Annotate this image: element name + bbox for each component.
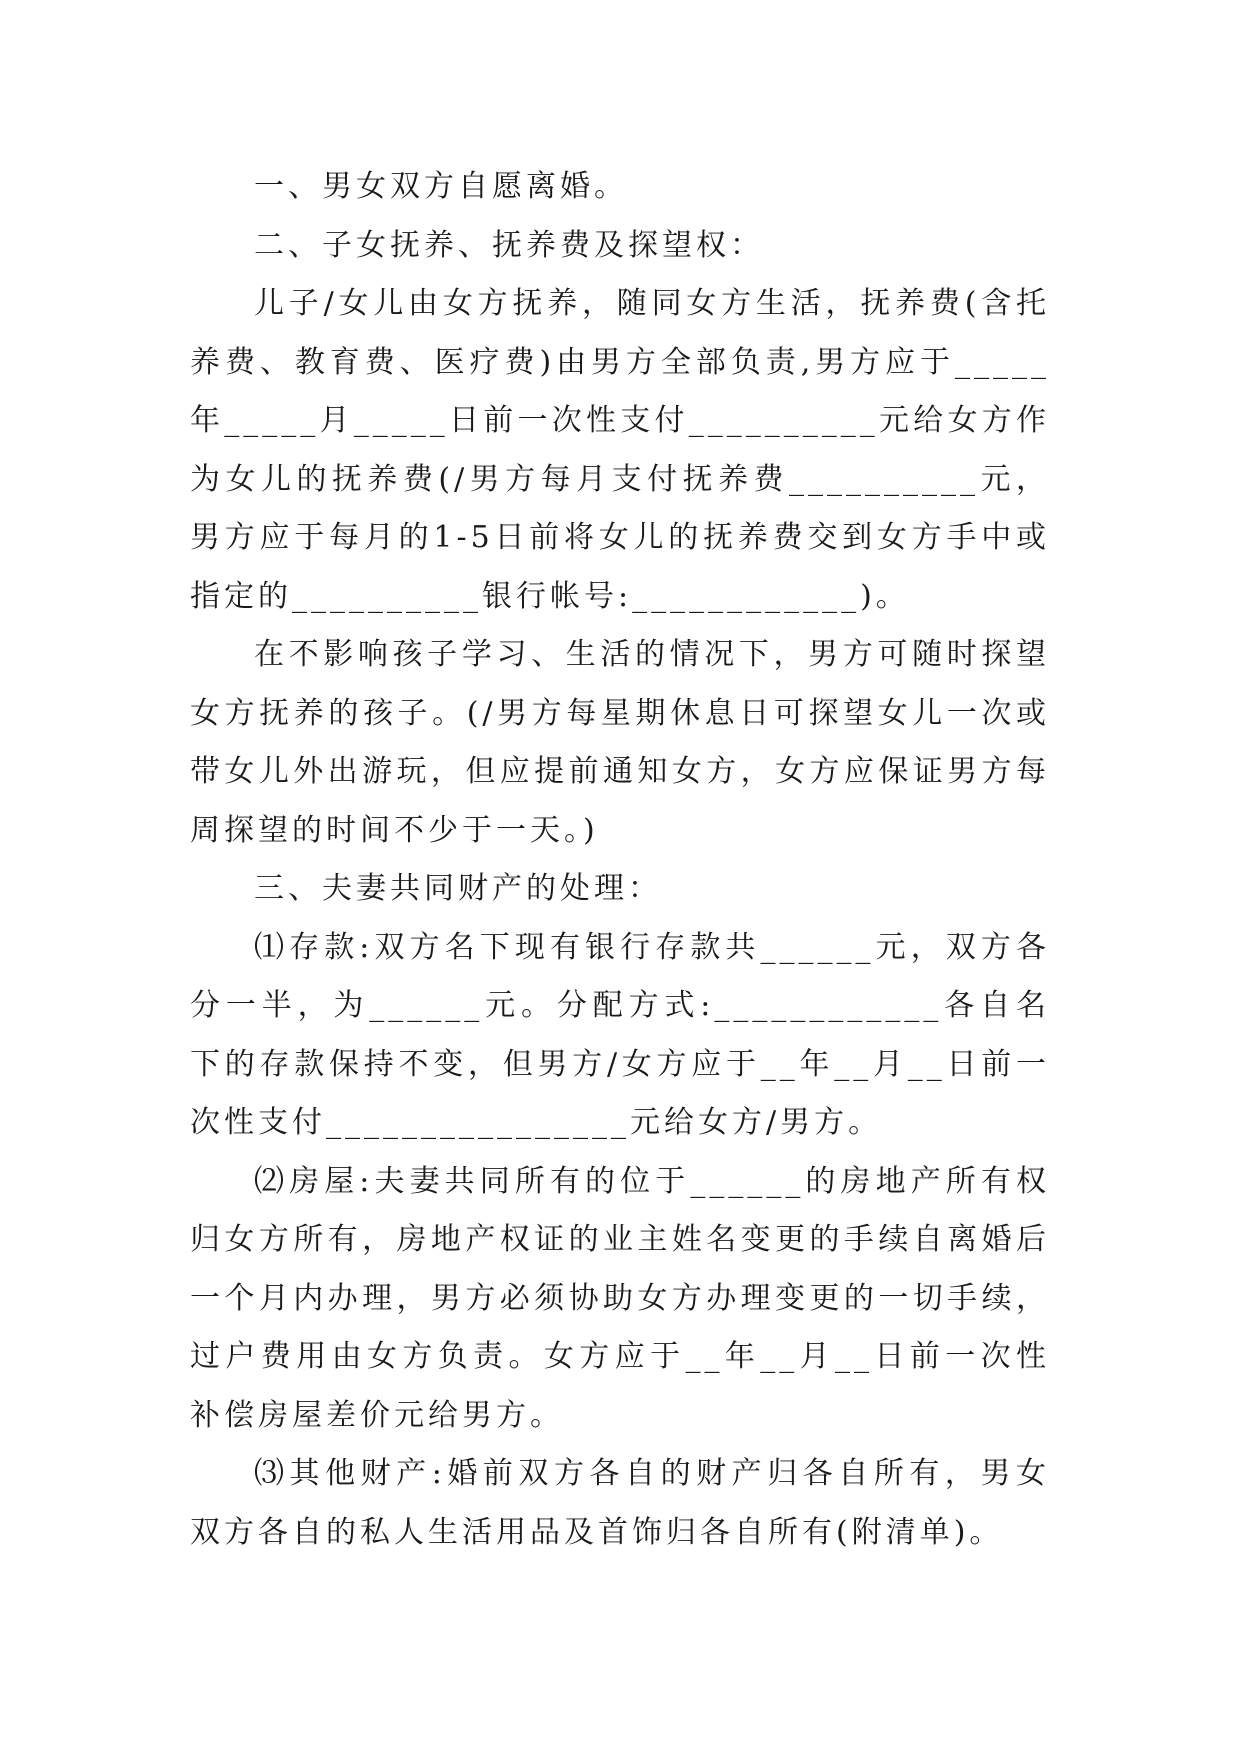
house-paragraph: ⑵房屋:夫妻共同所有的位于______的房地产所有权归女方所有，房地产权证的业主姓名变更的手续自离婚后一个月内办理，男方必须协助女方办理变更的一切手续，过户费用由女方负责。女方应于__年__月__日前一次性补偿房屋差价元给男方。 [190,1163,1050,1433]
clause-2-heading: 二、子女抚养、抚养费及探望权： [254,227,764,263]
clause-1-heading: 一、男女双方自愿离婚。 [254,169,628,204]
clause-3-heading: 三、夫妻共同财产的处理： [254,871,662,906]
document-body [190,158,1050,1562]
visitation-paragraph: 在不影响孩子学习、生活的情况下，男方可随时探望女方抚养的孩子。(/男方每星期休息日可探望女儿一次或带女儿外出游玩，但应提前通知女方，女方应保证男方每周探望的时间不少于一天。) [190,637,1050,848]
other-property-paragraph: ⑶其他财产:婚前双方各自的财产归各自所有，男女双方各自的私人生活用品及首饰归各自所有(附清单)。 [190,1456,1050,1550]
deposits-paragraph: ⑴存款:双方名下现有银行存款共______元，双方各分一半，为______元。分配方式:____________各自名下的存款保持不变，但男方/女方应于__年__月__日前一次性支付________________元给女方/男方。 [190,929,1050,1140]
child-support-paragraph: 儿子/女儿由女方抚养，随同女方生活，抚养费(含托养费、教育费、医疗费)由男方全部负责,男方应于_____年_____月_____日前一次性支付__________元给女方作为女儿的抚养费(/男方每月支付抚养费__________元，男方应于每月的1-5日前将女儿的抚养费交到女方手中或指定的__________银行帐号:____________)。 [190,286,1050,614]
